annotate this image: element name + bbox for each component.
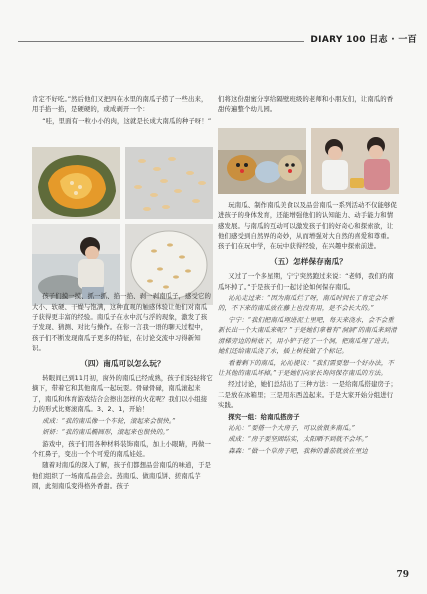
paragraph: 随着对南瓜的深入了解，孩子们都想品尝南瓜的味道，于是他们组织了一场南瓜品尝会。蒸南瓜、做南瓜饼、搓南瓜芋圆，此刻南瓜变得格外香甜。孩子 [32,461,211,491]
paragraph: 游戏中，孩子们用各种材料装饰南瓜，加上小眼睛，再做一个红鼻子，变出一个个可爱的南瓜娃娃。 [32,439,211,458]
dialogue-line: 成成：“我的南瓜像一个车轮，滚起来会很快。” [42,416,176,425]
section-heading-4: （四）南瓜可以怎么玩？ [80,358,165,368]
dialogue-line: 成成：“房子要坚固结实，太阳晒不到就不会坏。” [228,435,369,444]
dialogue-line: 妍妍：“我的南瓜椭圆形，滚起来也很快的。” [42,428,170,437]
paragraph: 转眼间已到11月初，窗外的南瓜已经成熟，孩子们轻轻将它摘下，带着它和其他南瓜一起玩耍。骨碌骨碌，南瓜滚起来了，南瓜和体育游戏结合会擦出怎样的火花呢？我们以小组接力的形式比赛滚南瓜。3、2、1，开始！ [32,374,213,414]
paragraph: 肯定不好吃。”然后他们又把四在水里的南瓜子捞了一些出来，用手掐一掐，是硬硬的，或成剥开一个： [32,95,208,114]
section-heading-5: （五）怎样保存南瓜？ [270,256,347,266]
right-column [218,94,399,457]
page-header [0,30,427,48]
dialogue-line: 沁沁走过来：“因为南瓜烂了呀，南瓜时间长了肯定会坏的，不下来的南瓜放在藤上也没有用，是不会长大的。” [218,294,388,313]
dialogue-line: 森森：“做一个草房子吧，我种的番茄就放在里边 [228,446,368,455]
paragraph: 又过了一个多星期，宁宁突然跑过来说：“老师，我们的南瓜坏掉了。”于是孩子们一起讨论如何保存南瓜。 [218,272,394,291]
left-column [32,94,213,493]
dialogue-line: 宁宁：“我们把南瓜埋进泥土里吧，每天来浇水，会不会重新长出一个大南瓜来呢？”于是她们拿着有“洞洞”的南瓜来到滑滑梯旁边的树底下，用小铲子挖了一个洞，把南瓜埋了进去。她们还给南瓜浇了水，插上树枝做了个标记。 [218,315,397,356]
diary-column-tag: DIARY 100 日志 · 一百 [304,32,417,45]
paragraph: 们将这份甜蜜分享给隔壁班级的老师和小朋友们，让南瓜的香甜传遍整个幼儿园。 [218,95,394,114]
paragraph: 经过讨论，她们总结出了三种方法：一是给南瓜搭建房子；二是放在冰箱里；三是用东西盖起来。于是大家开始分组进行实践。 [218,380,397,410]
paragraph: “哇，里面有一粒小小的肉，这就是长成大南瓜的种子呀！” [42,116,212,125]
dialogue-line: 看着剩下的南瓜，沁沁提议：“我们需要想一个好办法，不让其他的南瓜坏掉。”于是她们向家长询问保存南瓜的方法。 [218,358,394,377]
photo-spacer [218,116,399,200]
paragraph: 孩子们摸一摸、抓一抓、掐一掐、剥一剥南瓜子，感受它的大小、软硬、干燥与饱满，这种直观的触感体验让他们对南瓜子获得更丰富的经验。南瓜子在水中沉与浮的现象，激发了孩子发现、猜测、对比与操作。在你一言我一语的聊天过程中，孩子们不断发现南瓜子更多的特征，在讨论交流中习得新知识。 [32,292,211,353]
photo-spacer [32,127,213,291]
paragraph: 玩南瓜、制作南瓜美食以及品尝南瓜一系列活动不仅能够促进孩子的身体发育，还能增强他们的认知能力、动手能力和情感发展。与南瓜的互动可以激发孩子们的好奇心和探索欲，让他们感受到自然界的奇妙，从而增强对大自然的喜爱和尊重。孩子们在玩中学，在玩中获得经验，在兴趣中探索前进。 [218,200,397,251]
subsection-heading: 探究一组：给南瓜搭房子 [228,412,300,421]
page-number: 79 [396,570,409,580]
dialogue-line: 沁沁：“要搭一个大房子，可以放很多南瓜。” [228,423,356,432]
